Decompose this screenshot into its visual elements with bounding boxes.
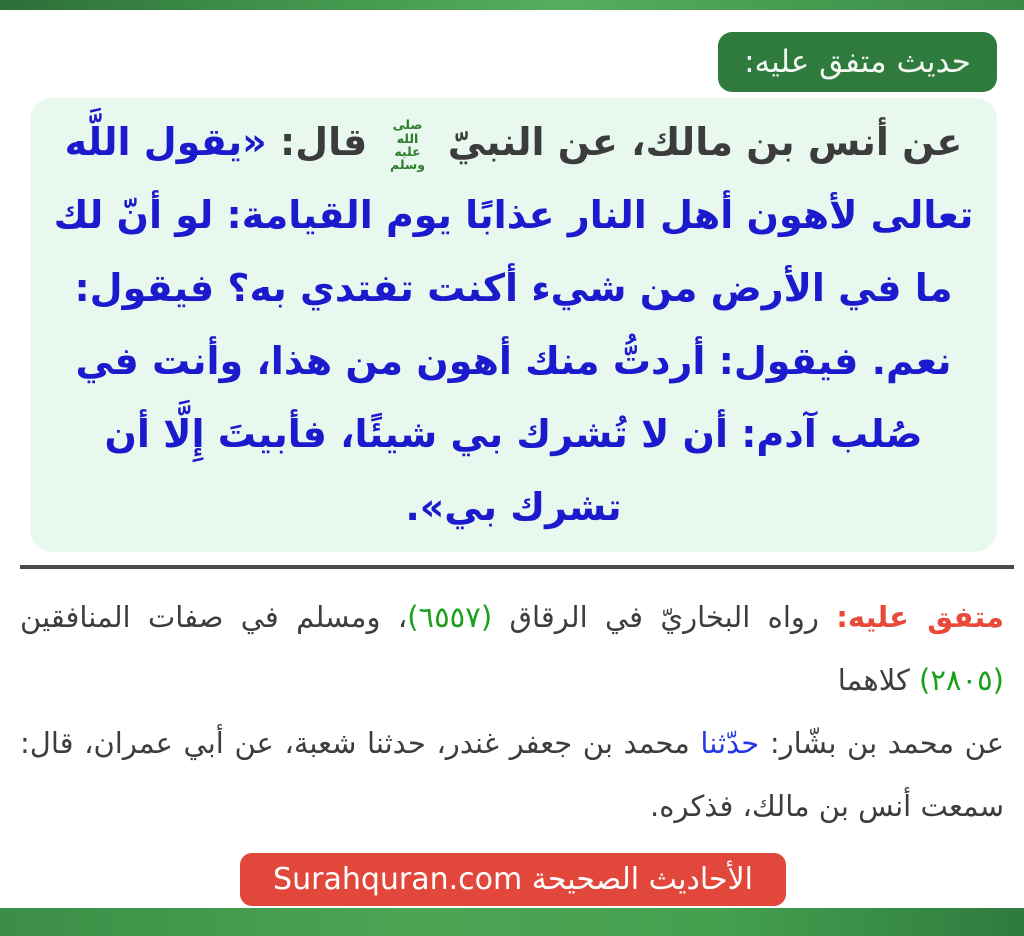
isnad-text-1: عن محمد بن بشّار: — [759, 726, 1005, 760]
hadith-quote: «يقول اللَّه تعالى لأهون أهل النار عذابًا يوم القيامة: لو أنّ لك ما في الأرض من شيء أكنت تفتدي به؟ فيقول: نعم. فيقول: أردتُّ منك أهون من هذا، وأنت في صُلب آدم: أن لا تُشرك بي شيئًا، فأبيتَ إِلَّا أن تشرك بي». — [53, 120, 974, 529]
hadith-text-box — [30, 98, 997, 552]
hadith-text — [48, 106, 979, 544]
source-line — [20, 586, 1004, 712]
hadith-type-badge — [718, 32, 997, 92]
bukhari-number: (٦٥٥٧) — [407, 600, 493, 634]
hadith-type-label: حديث متفق عليه: — [744, 44, 971, 80]
haddathana-word: حدّثنا — [700, 726, 760, 760]
qala-word: قال: — [266, 120, 381, 165]
top-border-bar — [0, 0, 1024, 10]
divider-line — [20, 565, 1014, 569]
isnad-text-2: محمد بن جعفر غندر، حدثنا شعبة، عن أبي عمران، قال: سمعت أنس بن مالك، فذكره. — [20, 726, 1004, 823]
site-banner — [240, 853, 786, 906]
takhrij-section — [20, 586, 1004, 838]
source-text-1: رواه البخاريّ في الرقاق — [492, 600, 837, 634]
narration-chain: عن أنس بن مالك، عن النبيّ — [434, 120, 963, 165]
source-text-2: ، ومسلم في صفات المنافقين — [20, 600, 408, 634]
site-label: الأحاديث الصحيحة Surahquran.com — [273, 862, 753, 897]
salla-calligraphy-icon: صلى الله عليه وسلم — [390, 117, 425, 172]
source-text-3: كلاهما — [837, 663, 920, 697]
muslim-number: (٢٨٠٥) — [919, 663, 1004, 697]
isnad-line — [20, 712, 1004, 838]
agreed-upon-label: متفق عليه: — [836, 600, 1004, 634]
bottom-border-bar — [0, 908, 1024, 936]
